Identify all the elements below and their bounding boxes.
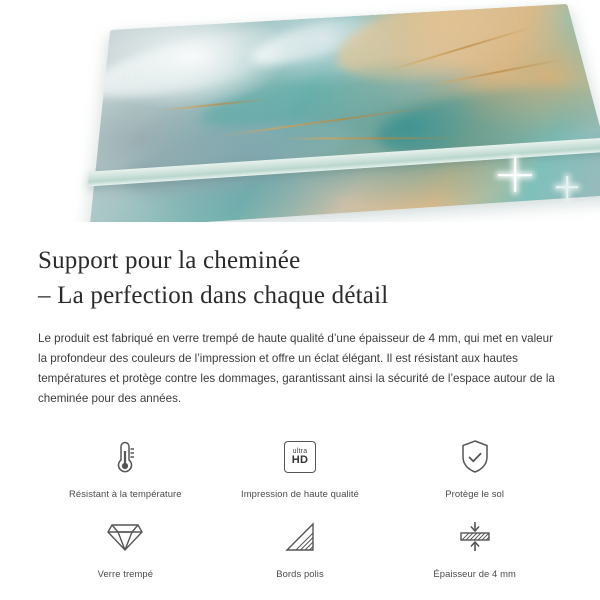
polished-edges-icon [283, 515, 317, 559]
diamond-icon [105, 515, 145, 559]
feature-label: Épaisseur de 4 mm [433, 567, 516, 579]
ultra-hd-badge-bottom: HD [291, 453, 309, 466]
content-area [0, 244, 600, 579]
ultra-hd-badge [284, 441, 316, 473]
feature-item [213, 435, 388, 499]
hero-image-inner [0, 0, 600, 222]
feature-item [387, 515, 562, 579]
feature-item [387, 435, 562, 499]
headline-line-2: – La perfection dans chaque détail [38, 281, 389, 309]
feature-item [213, 515, 388, 579]
thermometer-icon [110, 435, 140, 479]
page-title [38, 244, 562, 313]
feature-label: Protège le sol [445, 487, 505, 499]
feature-grid [38, 435, 562, 579]
description-paragraph: Le produit est fabriqué en verre trempé de haute qualité d’une épaisseur de 4 mm, qui met en valeur la profondeur des couleurs de l’impression et offre un éclat élégant. Il est résistant aux hautes températures et protège contre les dommages, garantissant ainsi la sécurité de l’espace autour de la cheminée pour des années. [38, 332, 555, 405]
feature-label: Verre trempé [97, 567, 154, 579]
hero-image [0, 0, 600, 222]
glass-panel-artwork [89, 4, 600, 222]
feature-label: Résistant à la température [69, 487, 182, 499]
thickness-icon [455, 515, 495, 559]
feature-item [38, 515, 213, 579]
ultra-hd-icon [284, 435, 316, 479]
headline-line-1: Support pour la cheminée [38, 247, 301, 274]
feature-item [38, 435, 213, 499]
feature-label: Bords polis [276, 567, 324, 579]
shield-check-icon [458, 435, 492, 479]
ultra-hd-badge-top: ultra [292, 447, 308, 455]
feature-label: Impression de haute qualité [241, 487, 359, 499]
